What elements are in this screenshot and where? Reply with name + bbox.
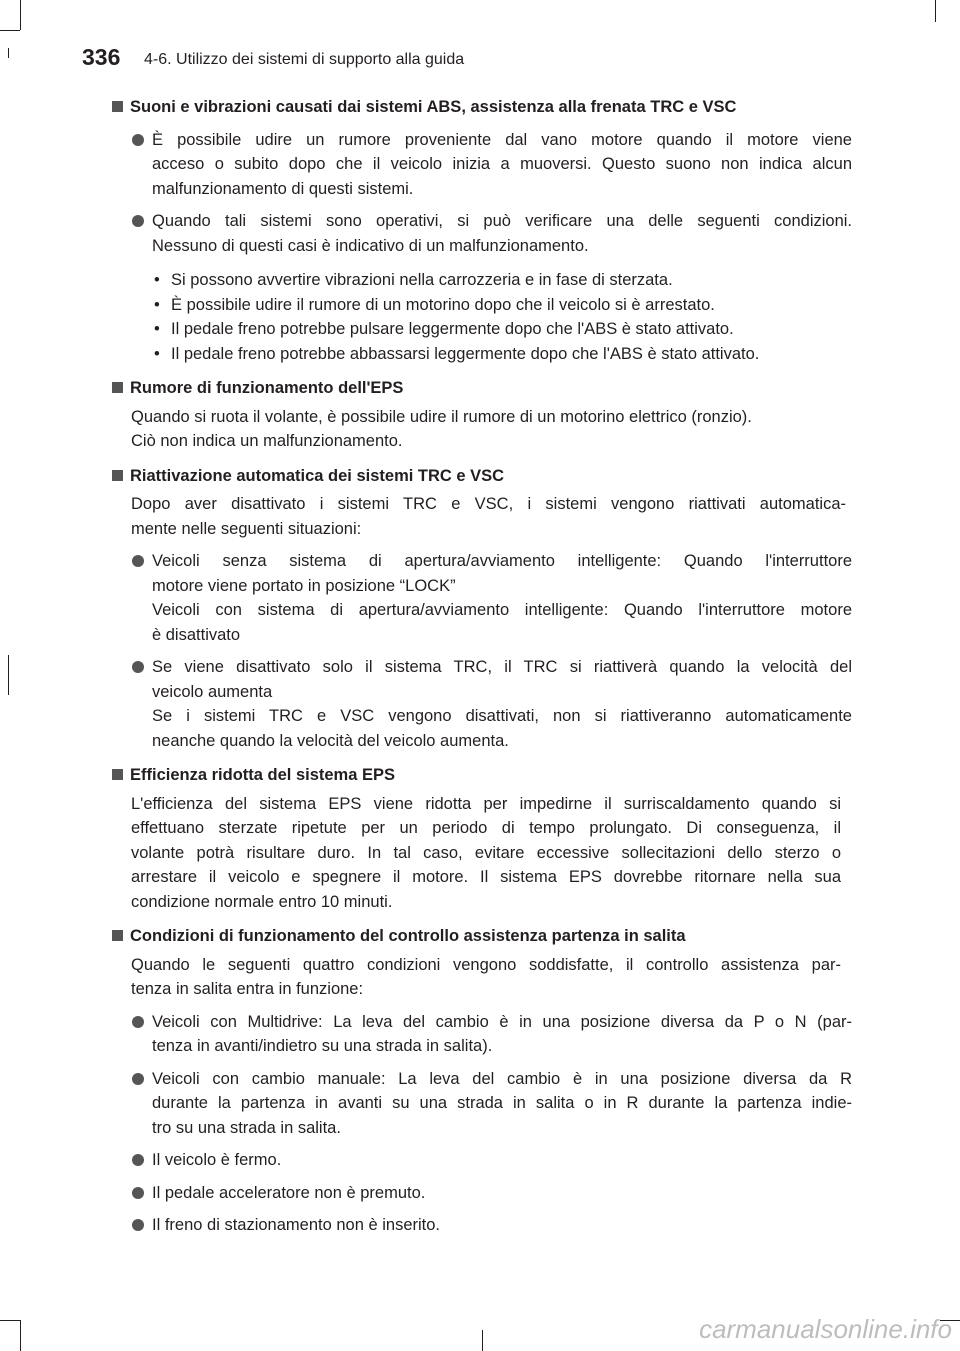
crop-mark bbox=[8, 655, 9, 695]
bullet-item: È possibile udire un rumore proveniente dal vano motore quando il motore viene acceso o subito dopo che il veicolo inizia a muoversi. Questo suono non indica alcun malfunzionamento di questi sistemi. bbox=[131, 128, 852, 202]
sub-item: • Il pedale freno potrebbe pulsare leggermente dopo che l'ABS è stato attivato. bbox=[154, 320, 734, 338]
round-bullet-icon bbox=[132, 555, 144, 567]
square-bullet-icon bbox=[112, 470, 123, 481]
section-title: Suoni e vibrazioni causati dai sistemi ABS, assistenza alla frenata TRC e VSC bbox=[112, 95, 852, 120]
crop-mark bbox=[0, 1320, 20, 1321]
round-bullet-icon bbox=[132, 1187, 144, 1199]
crop-mark bbox=[0, 30, 20, 31]
sub-list bbox=[112, 268, 852, 366]
round-bullet-icon bbox=[132, 1219, 144, 1231]
page-content bbox=[112, 95, 852, 1238]
paragraph: Quando si ruota il volante, è possibile udire il rumore di un motorino elettrico (ronzio). Ciò non indica un malfunzionamento. bbox=[131, 407, 752, 450]
square-bullet-icon bbox=[112, 930, 123, 941]
watermark: carmanualsonline.info bbox=[699, 1314, 952, 1344]
sub-item: • Si possono avvertire vibrazioni nella carrozzeria e in fase di sterzata. bbox=[154, 271, 673, 289]
round-bullet-icon bbox=[132, 1016, 144, 1028]
bullet-item: Veicoli senza sistema di apertura/avviamento intelligente: Quando l'interruttore motore viene portato in posizione “LOCK” Veicoli con sistema di apertura/avviamento intelligente: Quando l'interruttore motore è disattivato bbox=[131, 549, 852, 647]
crop-mark bbox=[20, 1320, 21, 1351]
square-bullet-icon bbox=[112, 382, 123, 393]
bullet-item: Veicoli con Multidrive: La leva del cambio è in una posizione diversa da P o N (par- tenza in avanti/indietro su una strada in salita). bbox=[131, 1010, 852, 1059]
paragraph: Dopo aver disattivato i sistemi TRC e VSC, i sistemi vengono riattivati automatica- mente nelle seguenti situazioni: bbox=[131, 495, 846, 538]
round-bullet-icon bbox=[132, 134, 144, 146]
round-bullet-icon bbox=[132, 1073, 144, 1085]
bullet-item: Veicoli con cambio manuale: La leva del cambio è in una posizione diversa da R durante la partenza in avanti su una strada in salita o in R durante la partenza indie- tro su una strada in salita. bbox=[131, 1067, 852, 1141]
square-bullet-icon bbox=[112, 769, 123, 780]
crop-mark bbox=[8, 48, 9, 58]
crop-mark bbox=[20, 0, 21, 30]
paragraph: L'efficienza del sistema EPS viene ridotta per impedirne il surriscaldamento quando si effettuano sterzate ripetute per un periodo di tempo prolungato. Di conseguenza, il volante potrà risultare duro. In tal caso, evitare eccessive sollecitazioni dello sterzo o arrestare il veicolo e spegnere il motore. Il sistema EPS dovrebbe ritornare nella sua condizione normale entro 10 minuti. bbox=[131, 794, 841, 911]
section-title: Riattivazione automatica dei sistemi TRC e VSC bbox=[112, 464, 852, 489]
section-title: Efficienza ridotta del sistema EPS bbox=[112, 763, 852, 788]
paragraph: Quando le seguenti quattro condizioni vengono soddisfatte, il controllo assistenza par- tenza in salita entra in funzione: bbox=[131, 955, 841, 998]
round-bullet-icon bbox=[132, 1154, 144, 1166]
bullet-item: Il freno di stazionamento non è inserito. bbox=[131, 1213, 852, 1238]
crop-mark bbox=[482, 1330, 483, 1351]
sub-item: • È possibile udire il rumore di un motorino dopo che il veicolo si è arrestato. bbox=[154, 295, 715, 314]
square-bullet-icon bbox=[112, 101, 123, 112]
page-number: 336 bbox=[82, 44, 121, 70]
bullet-item: Il veicolo è fermo. bbox=[131, 1148, 852, 1173]
round-bullet-icon bbox=[132, 661, 144, 673]
crop-mark bbox=[935, 0, 936, 22]
bullet-item: Se viene disattivato solo il sistema TRC, il TRC si riattiverà quando la velocità del veicolo aumenta Se i sistemi TRC e VSC vengono disattivati, non si riattiveranno automaticamente neanche quando la velocità del veicolo aumenta. bbox=[131, 655, 852, 753]
round-bullet-icon bbox=[132, 215, 144, 227]
bullet-item: Il pedale acceleratore non è premuto. bbox=[131, 1181, 852, 1206]
sub-item: • Il pedale freno potrebbe abbassarsi leggermente dopo che l'ABS è stato attivato. bbox=[154, 344, 760, 363]
bullet-item: Quando tali sistemi sono operativi, si può verificare una delle seguenti condizioni. Nessuno di questi casi è indicativo di un malfunzionamento. bbox=[131, 209, 852, 258]
section-title: Condizioni di funzionamento del controllo assistenza partenza in salita bbox=[112, 924, 852, 949]
chapter-title: 4-6. Utilizzo dei sistemi di supporto alla guida bbox=[144, 51, 465, 68]
section-title: Rumore di funzionamento dell'EPS bbox=[112, 376, 852, 401]
